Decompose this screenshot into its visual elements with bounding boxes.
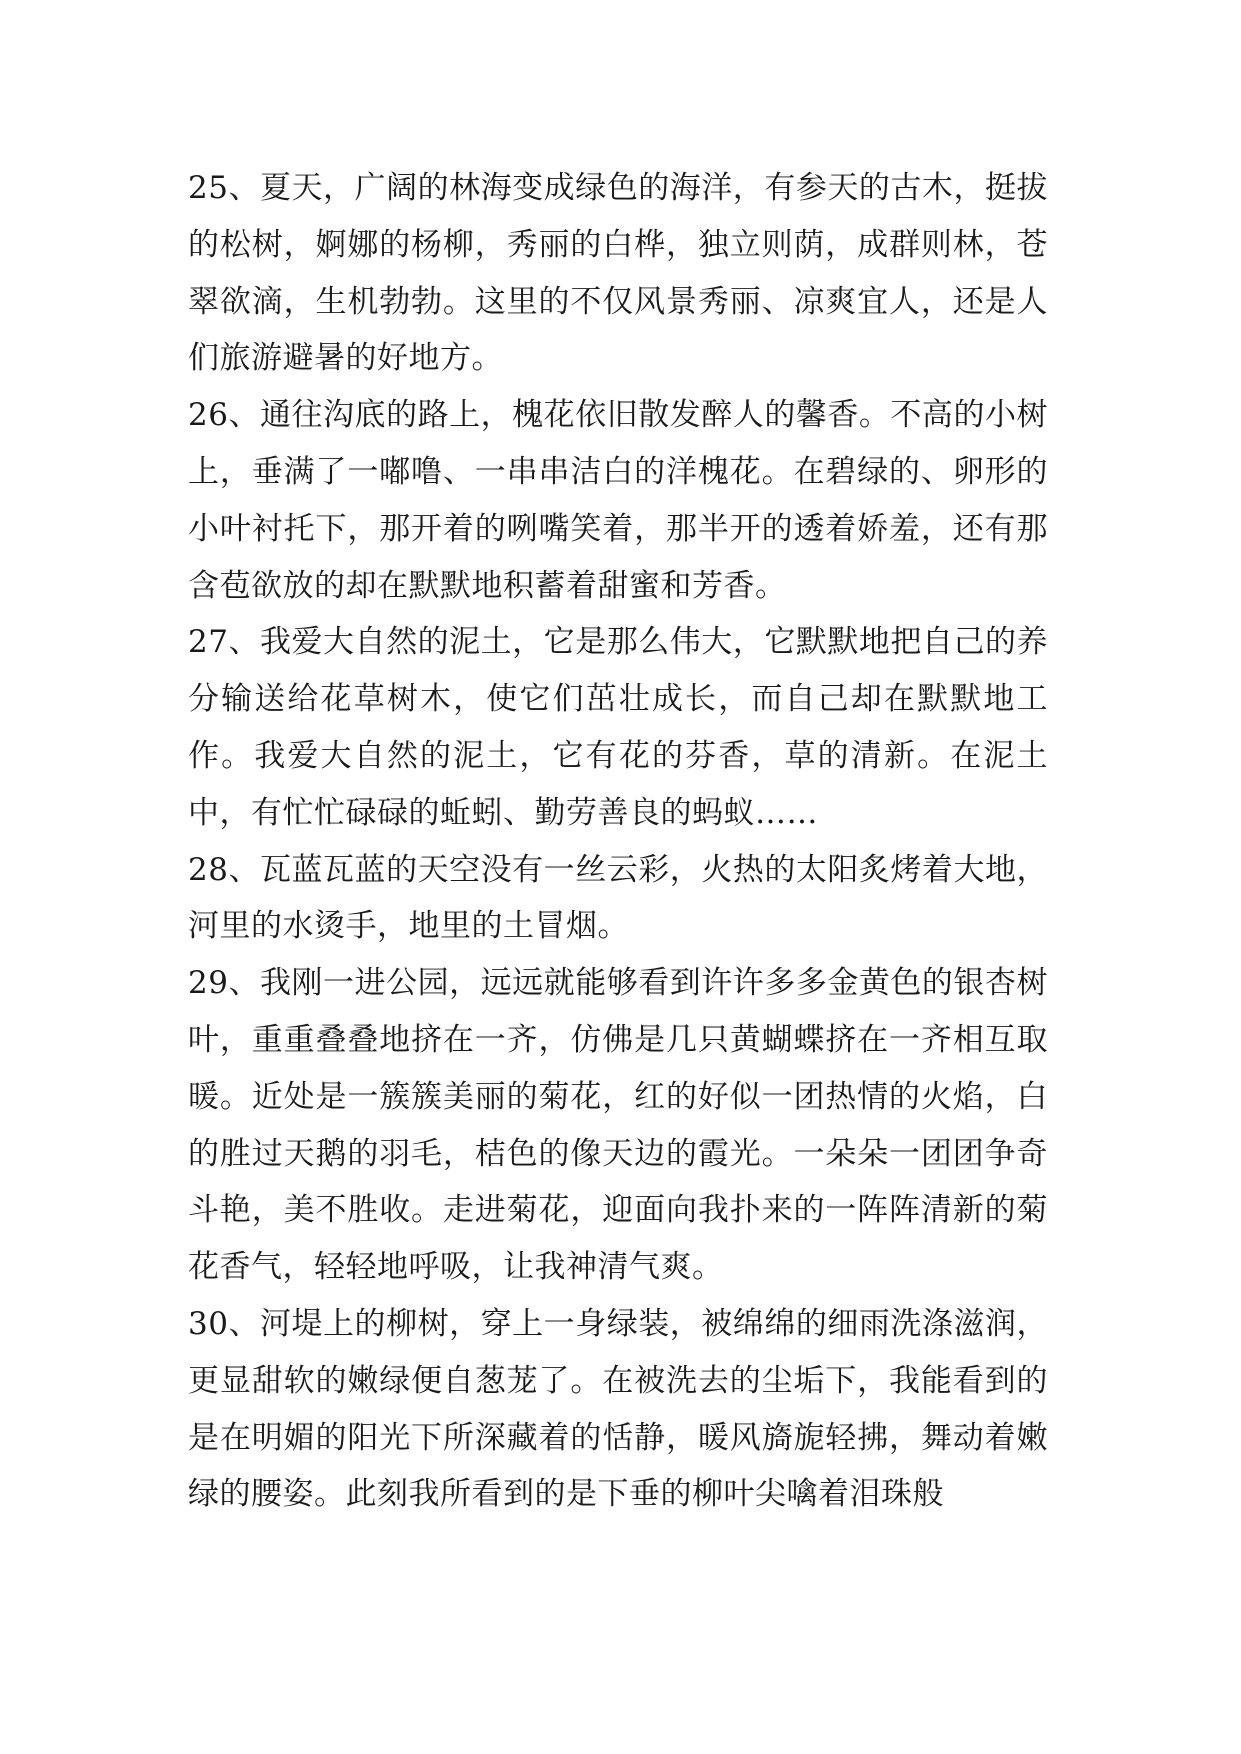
paragraph-25: 25、夏天，广阔的林海变成绿色的海洋，有参天的古木，挺拔的松树，婀娜的杨柳，秀丽的白桦，独立则荫，成群则林，苍翠欲滴，生机勃勃。这里的不仅风景秀丽、凉爽宜人，还是人们旅游避暑的好地方。 [188,170,1048,377]
paragraph-30: 30、河堤上的柳树，穿上一身绿装，被绵绵的细雨洗涤滋润，更显甜软的嫩绿便自葱茏了。在被洗去的尘垢下，我能看到的是在明媚的阳光下所深藏着的恬静，暖风旖旎轻拂，舞动着嫩绿的腰姿。此刻我所看到的是下垂的柳叶尖噙着泪珠般 [188,1305,1048,1513]
paragraph-29: 29、我刚一进公园，远远就能够看到许许多多金黄色的银杏树叶，重重叠叠地挤在一齐，仿佛是几只黄蝴蝶挤在一齐相互取暖。近处是一簇簇美丽的菊花，红的好似一团热情的火焰，白的胜过天鹅的羽毛，桔色的像天边的霞光。一朵朵一团团争奇斗艳，美不胜收。走进菊花，迎面向我扑来的一阵阵清新的菊花香气，轻轻地呼吸，让我神清气爽。 [188,965,1048,1286]
paragraph-27: 27、我爱大自然的泥土，它是那么伟大，它默默地把自己的养分输送给花草树木，使它们茁壮成长，而自己却在默默地工作。我爱大自然的泥土，它有花的芬香，草的清新。在泥土中，有忙忙碌碌的蚯蚓、勤劳善良的蚂蚁…… [188,624,1048,831]
paragraph-26: 26、通往沟底的路上，槐花依旧散发醉人的馨香。不高的小树上，垂满了一嘟噜、一串串洁白的洋槐花。在碧绿的、卵形的小叶衬托下，那开着的咧嘴笑着，那半开的透着娇羞，还有那含苞欲放的却在默默地积蓄着甜蜜和芳香。 [188,397,1048,604]
document-body [188,160,1048,1523]
paragraph-28: 28、瓦蓝瓦蓝的天空没有一丝云彩，火热的太阳炙烤着大地，河里的水烫手，地里的土冒烟。 [188,851,1048,945]
